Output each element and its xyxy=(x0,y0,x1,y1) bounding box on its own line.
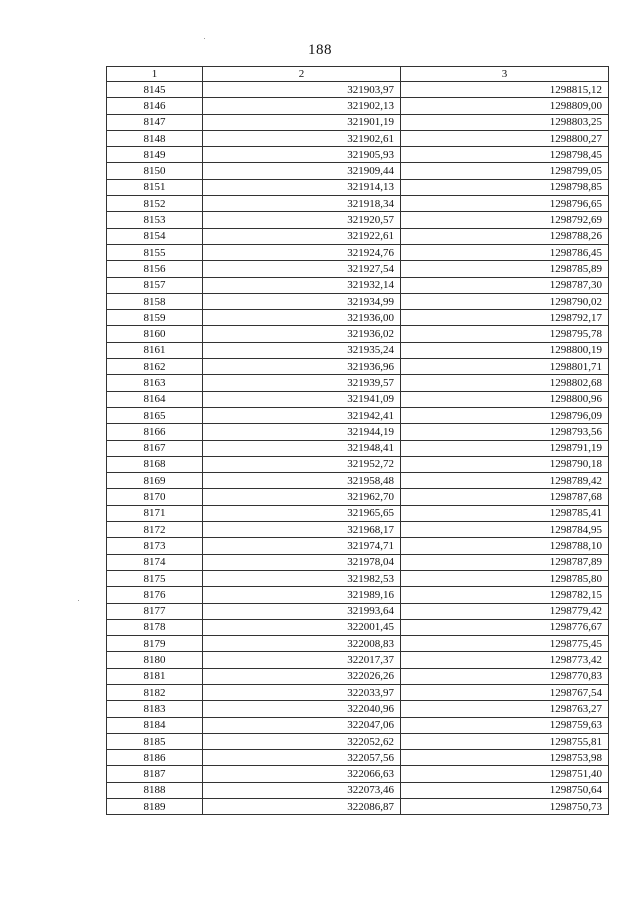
y-coordinate-cell: 1298801,71 xyxy=(401,359,609,375)
point-number-cell: 8157 xyxy=(107,277,203,293)
x-coordinate-cell: 322073,46 xyxy=(203,782,401,798)
point-number-cell: 8155 xyxy=(107,244,203,260)
table-row xyxy=(107,782,609,798)
y-coordinate-cell: 1298793,56 xyxy=(401,424,609,440)
table-row xyxy=(107,82,609,98)
point-number-cell: 8164 xyxy=(107,391,203,407)
table-row xyxy=(107,717,609,733)
table-row xyxy=(107,261,609,277)
point-number-cell: 8188 xyxy=(107,782,203,798)
point-number-cell: 8161 xyxy=(107,342,203,358)
scan-speck xyxy=(78,600,79,601)
point-number-cell: 8173 xyxy=(107,538,203,554)
x-coordinate-cell: 322033,97 xyxy=(203,684,401,700)
point-number-cell: 8152 xyxy=(107,196,203,212)
table-row xyxy=(107,522,609,538)
y-coordinate-cell: 1298791,19 xyxy=(401,440,609,456)
x-coordinate-cell: 321902,13 xyxy=(203,98,401,114)
point-number-cell: 8158 xyxy=(107,293,203,309)
x-coordinate-cell: 322026,26 xyxy=(203,668,401,684)
table-row xyxy=(107,636,609,652)
x-coordinate-cell: 321934,99 xyxy=(203,293,401,309)
y-coordinate-cell: 1298800,19 xyxy=(401,342,609,358)
x-coordinate-cell: 321936,02 xyxy=(203,326,401,342)
point-number-cell: 8170 xyxy=(107,489,203,505)
y-coordinate-cell: 1298809,00 xyxy=(401,98,609,114)
table-row xyxy=(107,293,609,309)
x-coordinate-cell: 322057,56 xyxy=(203,750,401,766)
table-row xyxy=(107,619,609,635)
y-coordinate-cell: 1298767,54 xyxy=(401,684,609,700)
point-number-cell: 8165 xyxy=(107,407,203,423)
coordinates-table xyxy=(106,66,609,815)
x-coordinate-cell: 321914,13 xyxy=(203,179,401,195)
point-number-cell: 8168 xyxy=(107,456,203,472)
table-row xyxy=(107,538,609,554)
y-coordinate-cell: 1298784,95 xyxy=(401,522,609,538)
column-header-point-number: 1 xyxy=(107,67,203,82)
scan-speck xyxy=(204,38,205,39)
x-coordinate-cell: 321927,54 xyxy=(203,261,401,277)
x-coordinate-cell: 321942,41 xyxy=(203,407,401,423)
point-number-cell: 8160 xyxy=(107,326,203,342)
y-coordinate-cell: 1298782,15 xyxy=(401,587,609,603)
point-number-cell: 8159 xyxy=(107,310,203,326)
table-row xyxy=(107,587,609,603)
y-coordinate-cell: 1298788,26 xyxy=(401,228,609,244)
point-number-cell: 8169 xyxy=(107,473,203,489)
y-coordinate-cell: 1298788,10 xyxy=(401,538,609,554)
column-header-y-coordinate: 3 xyxy=(401,67,609,82)
point-number-cell: 8180 xyxy=(107,652,203,668)
point-number-cell: 8150 xyxy=(107,163,203,179)
table-row xyxy=(107,505,609,521)
y-coordinate-cell: 1298790,02 xyxy=(401,293,609,309)
table-row xyxy=(107,326,609,342)
x-coordinate-cell: 321903,97 xyxy=(203,82,401,98)
point-number-cell: 8156 xyxy=(107,261,203,277)
x-coordinate-cell: 321909,44 xyxy=(203,163,401,179)
table-row xyxy=(107,701,609,717)
x-coordinate-cell: 321902,61 xyxy=(203,130,401,146)
table-row xyxy=(107,375,609,391)
point-number-cell: 8146 xyxy=(107,98,203,114)
y-coordinate-cell: 1298802,68 xyxy=(401,375,609,391)
x-coordinate-cell: 322086,87 xyxy=(203,799,401,815)
table-body xyxy=(107,82,609,815)
y-coordinate-cell: 1298787,89 xyxy=(401,554,609,570)
y-coordinate-cell: 1298776,67 xyxy=(401,619,609,635)
y-coordinate-cell: 1298775,45 xyxy=(401,636,609,652)
y-coordinate-cell: 1298751,40 xyxy=(401,766,609,782)
y-coordinate-cell: 1298759,63 xyxy=(401,717,609,733)
y-coordinate-cell: 1298750,73 xyxy=(401,799,609,815)
y-coordinate-cell: 1298796,09 xyxy=(401,407,609,423)
x-coordinate-cell: 322047,06 xyxy=(203,717,401,733)
x-coordinate-cell: 322001,45 xyxy=(203,619,401,635)
y-coordinate-cell: 1298792,17 xyxy=(401,310,609,326)
point-number-cell: 8153 xyxy=(107,212,203,228)
page-number: 188 xyxy=(308,42,332,58)
y-coordinate-cell: 1298785,41 xyxy=(401,505,609,521)
y-coordinate-cell: 1298815,12 xyxy=(401,82,609,98)
table-row xyxy=(107,163,609,179)
point-number-cell: 8148 xyxy=(107,130,203,146)
point-number-cell: 8186 xyxy=(107,750,203,766)
table-row xyxy=(107,342,609,358)
point-number-cell: 8176 xyxy=(107,587,203,603)
table-row xyxy=(107,212,609,228)
x-coordinate-cell: 321952,72 xyxy=(203,456,401,472)
point-number-cell: 8177 xyxy=(107,603,203,619)
y-coordinate-cell: 1298750,64 xyxy=(401,782,609,798)
x-coordinate-cell: 321920,57 xyxy=(203,212,401,228)
table-row xyxy=(107,98,609,114)
point-number-cell: 8145 xyxy=(107,82,203,98)
table-row xyxy=(107,179,609,195)
table-row xyxy=(107,554,609,570)
table-row xyxy=(107,130,609,146)
point-number-cell: 8162 xyxy=(107,359,203,375)
x-coordinate-cell: 322052,62 xyxy=(203,733,401,749)
point-number-cell: 8185 xyxy=(107,733,203,749)
column-header-x-coordinate: 2 xyxy=(203,67,401,82)
point-number-cell: 8187 xyxy=(107,766,203,782)
table-row xyxy=(107,489,609,505)
table-row xyxy=(107,391,609,407)
x-coordinate-cell: 321968,17 xyxy=(203,522,401,538)
x-coordinate-cell: 321922,61 xyxy=(203,228,401,244)
point-number-cell: 8183 xyxy=(107,701,203,717)
table-row xyxy=(107,652,609,668)
y-coordinate-cell: 1298792,69 xyxy=(401,212,609,228)
table-row xyxy=(107,456,609,472)
point-number-cell: 8178 xyxy=(107,619,203,635)
point-number-cell: 8181 xyxy=(107,668,203,684)
y-coordinate-cell: 1298786,45 xyxy=(401,244,609,260)
y-coordinate-cell: 1298798,45 xyxy=(401,147,609,163)
table-row xyxy=(107,407,609,423)
table-row xyxy=(107,244,609,260)
table-row xyxy=(107,440,609,456)
table-row xyxy=(107,114,609,130)
x-coordinate-cell: 321965,65 xyxy=(203,505,401,521)
y-coordinate-cell: 1298800,27 xyxy=(401,130,609,146)
x-coordinate-cell: 321948,41 xyxy=(203,440,401,456)
x-coordinate-cell: 322017,37 xyxy=(203,652,401,668)
point-number-cell: 8166 xyxy=(107,424,203,440)
y-coordinate-cell: 1298763,27 xyxy=(401,701,609,717)
x-coordinate-cell: 322040,96 xyxy=(203,701,401,717)
table-row xyxy=(107,473,609,489)
point-number-cell: 8154 xyxy=(107,228,203,244)
point-number-cell: 8182 xyxy=(107,684,203,700)
x-coordinate-cell: 321901,19 xyxy=(203,114,401,130)
y-coordinate-cell: 1298773,42 xyxy=(401,652,609,668)
table-row xyxy=(107,196,609,212)
table-row xyxy=(107,684,609,700)
point-number-cell: 8163 xyxy=(107,375,203,391)
y-coordinate-cell: 1298785,89 xyxy=(401,261,609,277)
table-header-row xyxy=(107,67,609,82)
y-coordinate-cell: 1298770,83 xyxy=(401,668,609,684)
y-coordinate-cell: 1298787,68 xyxy=(401,489,609,505)
x-coordinate-cell: 321932,14 xyxy=(203,277,401,293)
table-row xyxy=(107,277,609,293)
table-row xyxy=(107,570,609,586)
y-coordinate-cell: 1298755,81 xyxy=(401,733,609,749)
table-row xyxy=(107,668,609,684)
x-coordinate-cell: 321974,71 xyxy=(203,538,401,554)
x-coordinate-cell: 321982,53 xyxy=(203,570,401,586)
y-coordinate-cell: 1298779,42 xyxy=(401,603,609,619)
x-coordinate-cell: 321958,48 xyxy=(203,473,401,489)
x-coordinate-cell: 322008,83 xyxy=(203,636,401,652)
x-coordinate-cell: 321962,70 xyxy=(203,489,401,505)
table-row xyxy=(107,799,609,815)
table-row xyxy=(107,733,609,749)
point-number-cell: 8147 xyxy=(107,114,203,130)
table-row xyxy=(107,359,609,375)
y-coordinate-cell: 1298789,42 xyxy=(401,473,609,489)
point-number-cell: 8179 xyxy=(107,636,203,652)
table-row xyxy=(107,310,609,326)
x-coordinate-cell: 321944,19 xyxy=(203,424,401,440)
y-coordinate-cell: 1298800,96 xyxy=(401,391,609,407)
table-row xyxy=(107,147,609,163)
x-coordinate-cell: 321936,00 xyxy=(203,310,401,326)
point-number-cell: 8172 xyxy=(107,522,203,538)
x-coordinate-cell: 322066,63 xyxy=(203,766,401,782)
y-coordinate-cell: 1298798,85 xyxy=(401,179,609,195)
x-coordinate-cell: 321989,16 xyxy=(203,587,401,603)
y-coordinate-cell: 1298785,80 xyxy=(401,570,609,586)
x-coordinate-cell: 321918,34 xyxy=(203,196,401,212)
x-coordinate-cell: 321936,96 xyxy=(203,359,401,375)
point-number-cell: 8149 xyxy=(107,147,203,163)
table-row xyxy=(107,424,609,440)
table-row xyxy=(107,228,609,244)
y-coordinate-cell: 1298796,65 xyxy=(401,196,609,212)
x-coordinate-cell: 321939,57 xyxy=(203,375,401,391)
table-row xyxy=(107,766,609,782)
x-coordinate-cell: 321941,09 xyxy=(203,391,401,407)
point-number-cell: 8171 xyxy=(107,505,203,521)
table-row xyxy=(107,750,609,766)
x-coordinate-cell: 321905,93 xyxy=(203,147,401,163)
y-coordinate-cell: 1298803,25 xyxy=(401,114,609,130)
point-number-cell: 8175 xyxy=(107,570,203,586)
x-coordinate-cell: 321993,64 xyxy=(203,603,401,619)
y-coordinate-cell: 1298799,05 xyxy=(401,163,609,179)
point-number-cell: 8189 xyxy=(107,799,203,815)
point-number-cell: 8174 xyxy=(107,554,203,570)
y-coordinate-cell: 1298795,78 xyxy=(401,326,609,342)
point-number-cell: 8151 xyxy=(107,179,203,195)
table-row xyxy=(107,603,609,619)
x-coordinate-cell: 321935,24 xyxy=(203,342,401,358)
x-coordinate-cell: 321924,76 xyxy=(203,244,401,260)
x-coordinate-cell: 321978,04 xyxy=(203,554,401,570)
point-number-cell: 8167 xyxy=(107,440,203,456)
y-coordinate-cell: 1298753,98 xyxy=(401,750,609,766)
point-number-cell: 8184 xyxy=(107,717,203,733)
y-coordinate-cell: 1298787,30 xyxy=(401,277,609,293)
y-coordinate-cell: 1298790,18 xyxy=(401,456,609,472)
